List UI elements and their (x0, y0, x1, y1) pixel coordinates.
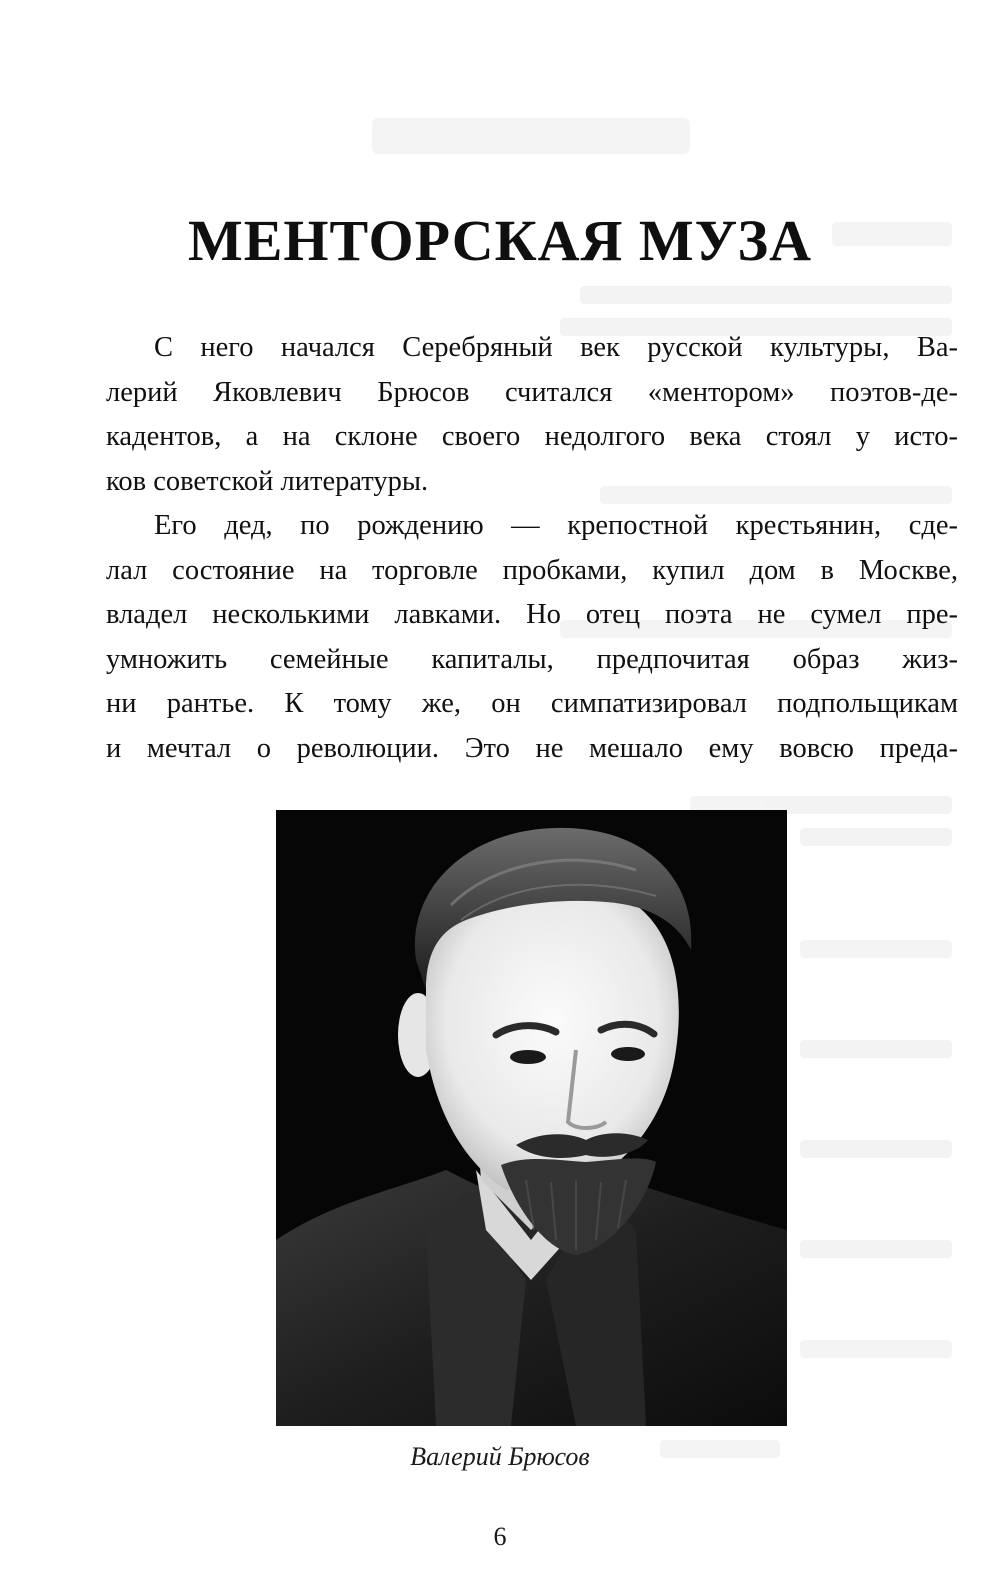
paragraph-2 (106, 504, 958, 771)
photo-caption: Валерий Брюсов (410, 1442, 590, 1471)
body-text (106, 326, 958, 771)
text-line: кадентов, а на склоне своего недолгого века стоял у исто- (106, 421, 958, 452)
paragraph-1 (106, 326, 958, 504)
text-line: Его дед, по рождению — крепостной крестьянин, сде- (154, 510, 958, 541)
chapter-title: МЕНТОРСКАЯ МУЗА (188, 208, 812, 273)
text-line: и мечтал о революции. Это не мешало ему вовсю преда- (106, 732, 958, 764)
text-line: умножить семейные капиталы, предпочитая образ жиз- (106, 643, 958, 675)
text-line: лерий Яковлевич Брюсов считался «ментором» поэтов-де- (106, 376, 958, 408)
page-number: 6 (493, 1522, 507, 1551)
text-line: ков советской литературы. (106, 465, 429, 497)
text-line: ни рантье. К тому же, он симпатизировал подпольщикам (106, 688, 958, 719)
text-line: лал состояние на торговле пробками, купил дом в Москве, (106, 554, 958, 586)
portrait-image (276, 810, 787, 1426)
text-line: С него начался Серебряный век русской культуры, Ва- (154, 332, 958, 363)
text-line: владел несколькими лавками. Но отец поэта не сумел пре- (106, 599, 958, 630)
portrait-photo (276, 810, 787, 1426)
